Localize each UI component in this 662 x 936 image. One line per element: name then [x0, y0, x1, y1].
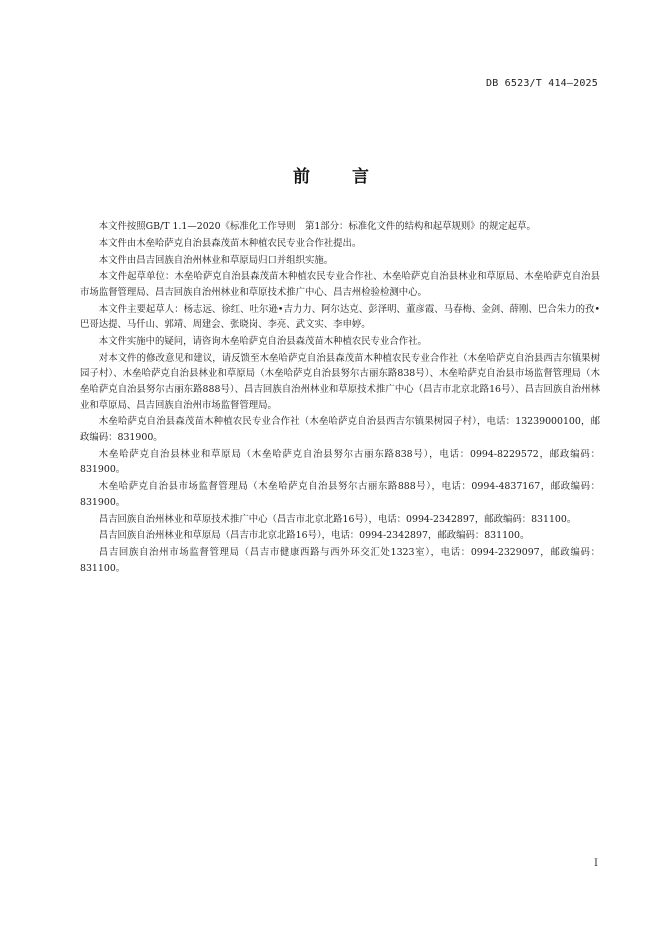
paragraph-drafting-rules: 本文件按照GB/T 1.1—2020《标准化工作导则 第1部分：标准化文件的结构和起草规则》的规定起草。 [98, 221, 536, 232]
header-rule [80, 95, 598, 96]
paragraph-inquiries: 本文件实施中的疑问，请咨询木垒哈萨克自治县森茂苗木种植农民专业合作社。 [98, 336, 427, 348]
paragraph-administrator: 本文件由昌吉回族自治州林业和草原局归口并组织实施。 [98, 254, 334, 266]
foreword-body [80, 219, 600, 578]
page-title: 前 言 [293, 167, 387, 187]
paragraph-contact-cooperative: 木垒哈萨克自治县森茂苗木种植农民专业合作社（木垒哈萨克自治县西吉尔镇果树园子村），电话：13239000100，邮政编码：831900。 [80, 416, 600, 444]
paragraph-proposer: 本文件由木垒哈萨克自治县森茂苗木种植农民专业合作社提出。 [98, 237, 362, 249]
paragraph-drafting-units: 本文件起草单位：木垒哈萨克自治县森茂苗木种植农民专业合作社、木垒哈萨克自治县林业和草原局、木垒哈萨克自治县市场监督管理局、昌吉回族自治州林业和草原技术推广中心、昌吉州检验检测中心。 [80, 271, 600, 298]
paragraph-contact-prefecture-market: 昌吉回族自治州市场监督管理局（昌吉市健康西路与西外环交汇处1323室），电话：0994-2329097，邮政编码：831100。 [80, 547, 600, 574]
page-number: I [594, 858, 598, 869]
paragraph-feedback: 对本文件的修改意见和建议，请反馈至木垒哈萨克自治县森茂苗木种植农民专业合作社（木垒哈萨克自治县西吉尔镇果树园子村）、木垒哈萨克自治县林业和草原局（木垒哈萨克自治县努尔古丽东路838号）、木垒哈萨克自治县市场监督管理局（木垒哈萨克自治县努尔古丽东路888号）、昌吉回族自治州林业和草原技术推广中心（昌吉市北京北路16号）、昌吉回族自治州林业和草原局、昌吉回族自治州市场监督管理局。 [80, 352, 600, 411]
paragraph-contact-tech-center: 昌吉回族自治州林业和草原技术推广中心（昌吉市北京北路16号），电话：0994-2342897，邮政编码：831100。 [98, 513, 577, 525]
document-code: DB 6523/T 414—2025 [486, 78, 598, 89]
paragraph-drafters: 本文件主要起草人：杨志远、徐红、吐尔逊•吉力力、阿尔达克、彭泽明、董彦霞、马春梅、金剑、薛刚、巴合朱力的孜•巴哥达提、马仟山、郭靖、周建会、张晓岗、李亮、武文实、李申婷。 [80, 303, 600, 331]
paragraph-contact-market-bureau: 木垒哈萨克自治县市场监督管理局（木垒哈萨克自治县努尔古丽东路888号），电话：0994-4837167，邮政编码：831900。 [80, 481, 600, 508]
paragraph-contact-prefecture-forestry: 昌吉回族自治州林业和草原局（昌吉市北京北路16号），电话：0994-2342897，邮政编码：831100。 [98, 530, 530, 542]
paragraph-contact-forestry-bureau: 木垒哈萨克自治县林业和草原局（木垒哈萨克自治县努尔古丽东路838号），电话：0994-8229572，邮政编码：831900。 [80, 448, 600, 476]
